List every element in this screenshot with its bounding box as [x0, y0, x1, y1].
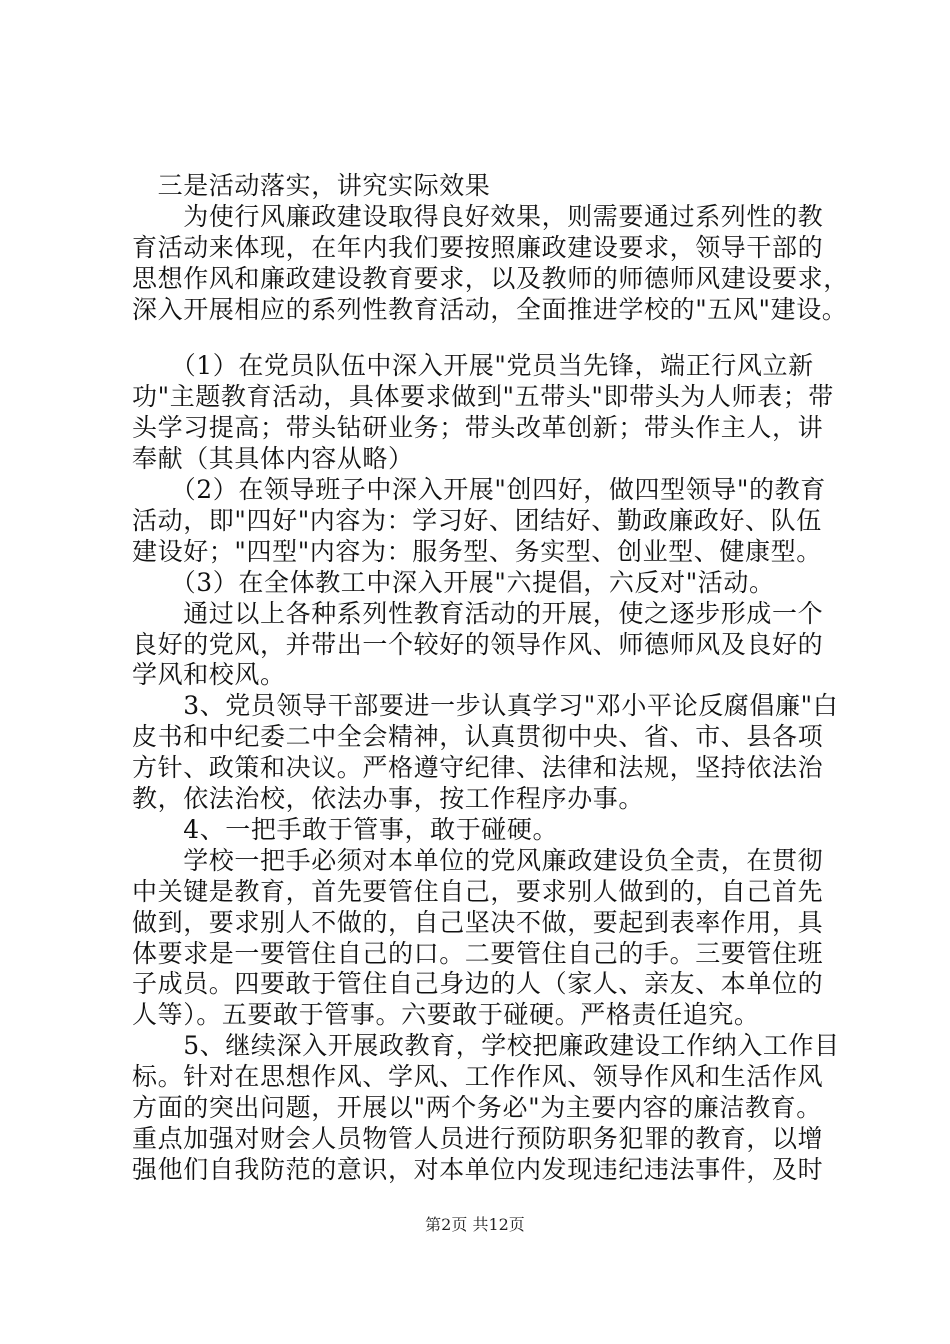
text-line: 4、一把手敢于管事，敢于碰硬。 — [132, 815, 559, 844]
text-line: 子成员。四要敢于管住自己身边的人（家人、亲友、本单位的 — [132, 969, 824, 998]
text-line: 学风和校风。 — [132, 660, 286, 689]
text-line: 通过以上各种系列性教育活动的开展，使之逐步形成一个 — [132, 599, 824, 628]
text-line: 奉献（其具体内容从略） — [132, 444, 414, 473]
text-line: 思想作风和廉政建设教育要求，以及教师的师德师风建设要求， — [132, 264, 849, 293]
text-line: 5、继续深入开展政教育，学校把廉政建设工作纳入工作目 — [132, 1031, 840, 1060]
text-line: 三是活动落实，讲究实际效果 — [132, 171, 491, 200]
text-line: 强他们自我防范的意识，对本单位内发现违纪违法事件，及时 — [132, 1155, 824, 1184]
text-line: 深入开展相应的系列性教育活动，全面推进学校的"五风"建设。 — [132, 295, 848, 324]
text-line: 为使行风廉政建设取得良好效果，则需要通过系列性的教 — [132, 202, 824, 231]
text-line: 建设好；"四型"内容为：服务型、务实型、创业型、健康型。 — [132, 537, 822, 566]
text-line: 育活动来体现，在年内我们要按照廉政建设要求，领导干部的 — [132, 233, 824, 262]
text-line: 重点加强对财会人员物管人员进行预防职务犯罪的教育，以增 — [132, 1124, 824, 1153]
text-line: 活动，即"四好"内容为：学习好、团结好、勤政廉政好、队伍 — [132, 506, 822, 535]
text-line: 学校一把手必须对本单位的党风廉政建设负全责，在贯彻 — [132, 846, 824, 875]
text-line: 3、党员领导干部要进一步认真学习"邓小平论反腐倡廉"白 — [132, 691, 839, 720]
text-line: 体要求是一要管住自己的口。二要管住自己的手。三要管住班 — [132, 939, 824, 968]
text-line: 头学习提高；带头钻研业务；带头改革创新；带头作主人，讲 — [132, 413, 824, 442]
text-line: 方面的突出问题，开展以"两个务必"为主要内容的廉洁教育。 — [132, 1093, 822, 1122]
text-line: 教，依法治校，依法办事，按工作程序办事。 — [132, 784, 645, 813]
text-line: （2）在领导班子中深入开展"创四好，做四型领导"的教育 — [132, 475, 826, 504]
text-line: 人等）。五要敢于管事。六要敢于碰硬。严格责任追究。 — [132, 1000, 760, 1029]
text-line: （1）在党员队伍中深入开展"党员当先锋，端正行风立新 — [132, 351, 814, 380]
text-line: 方针、政策和决议。严格遵守纪律、法律和法规，坚持依法治 — [132, 753, 824, 782]
text-line: （3）在全体教工中深入开展"六提倡，六反对"活动。 — [132, 568, 775, 597]
text-line: 中关键是教育，首先要管住自己，要求别人做到的，自己首先 — [132, 877, 824, 906]
text-line: 皮书和中纪委二中全会精神，认真贯彻中央、省、市、县各项 — [132, 722, 824, 751]
text-line: 标。针对在思想作风、学风、工作作风、领导作风和生活作风 — [132, 1062, 824, 1091]
text-line: 良好的党风，并带出一个较好的领导作风、师德师风及良好的 — [132, 630, 824, 659]
page-number-footer: 第2页 共12页 — [425, 1215, 525, 1234]
text-line: 功"主题教育活动，具体要求做到"五带头"即带头为人师表；带 — [132, 382, 834, 411]
text-line: 做到，要求别人不做的，自己坚决不做，要起到表率作用，具 — [132, 908, 824, 937]
